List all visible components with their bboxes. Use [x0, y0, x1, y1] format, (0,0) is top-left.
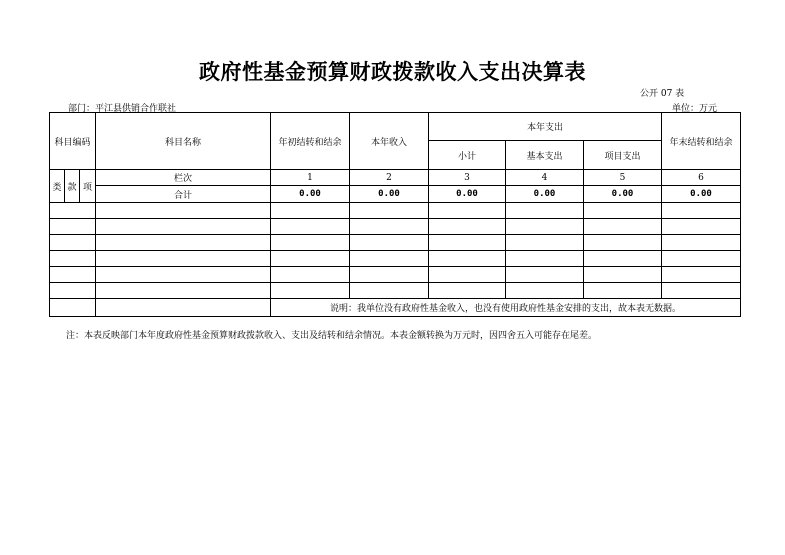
header-xiang: 项 [80, 170, 96, 203]
report-title: 政府性基金预算财政拨款收入支出决算表 [199, 59, 586, 84]
header-basic-expense: 基本支出 [506, 141, 584, 170]
total-value: 0.00 [584, 186, 662, 203]
total-value: 0.00 [506, 186, 584, 203]
header-opening-balance: 年初结转和结余 [271, 113, 350, 170]
column-number: 5 [584, 170, 662, 186]
header-subject-name: 科目名称 [96, 113, 271, 170]
column-number: 1 [271, 170, 350, 186]
column-number: 4 [506, 170, 584, 186]
table-row [50, 251, 741, 267]
header-subtotal: 小计 [429, 141, 506, 170]
unit-label: 单位：万元 [672, 104, 718, 114]
header-kuan: 款 [65, 170, 80, 203]
column-number: 6 [662, 170, 741, 186]
header-closing-balance: 年末结转和结余 [662, 113, 741, 170]
header-project-expense: 项目支出 [584, 141, 662, 170]
department-label: 部门：平江县供销合作联社 [68, 104, 177, 114]
form-code: 公开 07 表 [640, 89, 685, 99]
total-value: 0.00 [271, 186, 350, 203]
total-value: 0.00 [429, 186, 506, 203]
column-number: 2 [350, 170, 429, 186]
header-subject-code: 科目编码 [50, 113, 96, 170]
total-value: 0.00 [662, 186, 741, 203]
column-number: 3 [429, 170, 506, 186]
header-current-income: 本年收入 [350, 113, 429, 170]
table-row [50, 235, 741, 251]
table-row [50, 267, 741, 283]
table-row [50, 283, 741, 299]
row-label-total: 合计 [96, 186, 271, 203]
header-current-expense: 本年支出 [429, 113, 662, 141]
footnote: 注：本表反映部门本年度政府性基金预算财政拨款收入、支出及结转和结余情况。本表金额转换为万元时，因四舍五入可能存在尾差。 [66, 331, 598, 341]
total-value: 0.00 [350, 186, 429, 203]
row-label-column-index: 栏次 [96, 170, 271, 186]
budget-table [49, 112, 741, 317]
header-lei: 类 [50, 170, 65, 203]
table-row [50, 203, 741, 219]
table-row [50, 219, 741, 235]
explanation-note: 说明：我单位没有政府性基金收入，也没有使用政府性基金安排的支出，故本表无数据。 [271, 299, 741, 317]
